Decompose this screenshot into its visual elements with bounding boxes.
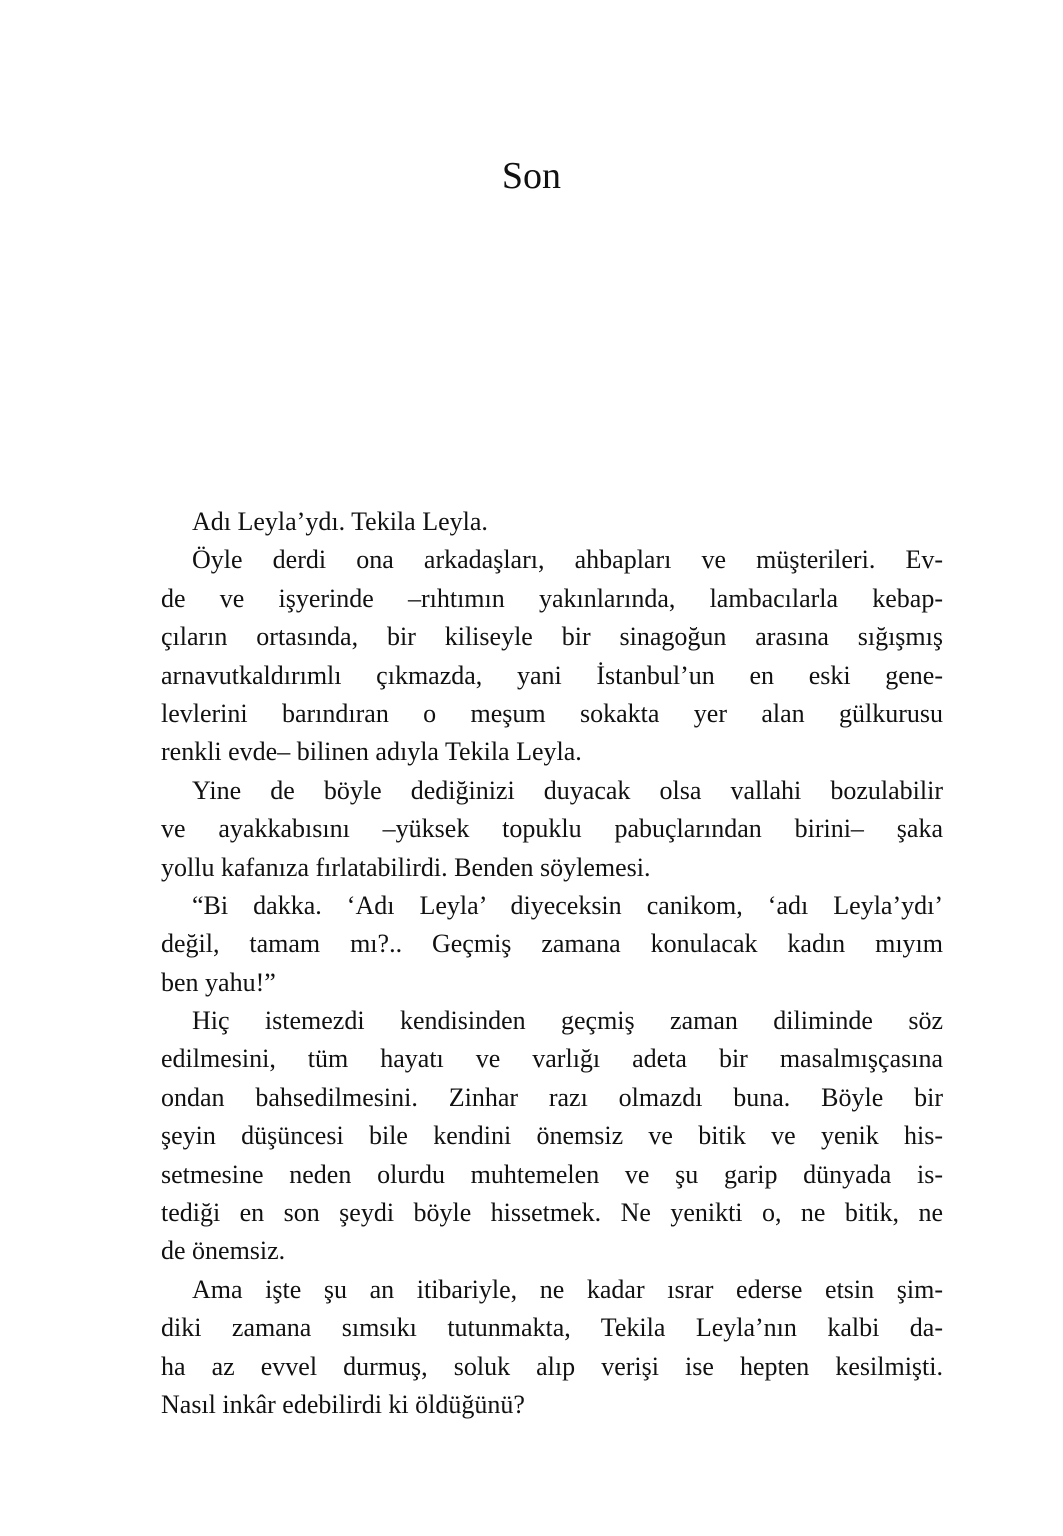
text-line: diki zamana sımsıkı tutunmakta, Tekila Leyla’nın kalbi da- bbox=[161, 1313, 943, 1343]
text-line: Nasıl inkâr edebilirdi ki öldüğünü? bbox=[161, 1389, 525, 1419]
text-line: tediği en son şeydi böyle hissetmek. Ne yenikti o, ne bitik, ne bbox=[161, 1198, 943, 1228]
chapter-title: Son bbox=[501, 155, 562, 197]
text-line: “Bi dakka. ‘Adı Leyla’ diyeceksin canikom, ‘adı Leyla’ydı’ bbox=[192, 890, 943, 920]
text-line: arnavutkaldırımlı çıkmazda, yani İstanbul’un en eski gene- bbox=[161, 660, 943, 690]
chapter-body bbox=[161, 503, 943, 1424]
text-line: değil, tamam mı?.. Geçmiş zamana konulacak kadın mıyım bbox=[161, 929, 943, 959]
text-line: Hiç istemezdi kendisinden geçmiş zaman diliminde söz bbox=[192, 1006, 943, 1036]
text-line: Öyle derdi ona arkadaşları, ahbapları ve müşterileri. Ev- bbox=[192, 545, 943, 575]
text-line: ben yahu!” bbox=[161, 967, 276, 997]
text-line: ve ayakkabısını –yüksek topuklu pabuçlarından birini– şaka bbox=[161, 814, 943, 844]
text-line: Ama işte şu an itibariyle, ne kadar ısrar ederse etsin şim- bbox=[192, 1274, 943, 1304]
text-line: edilmesini, tüm hayatı ve varlığı adeta bir masalmışçasına bbox=[161, 1044, 943, 1074]
text-line: Adı Leyla’ydı. Tekila Leyla. bbox=[192, 507, 488, 536]
text-line: şeyin düşüncesi bile kendini önemsiz ve bitik ve yenik his- bbox=[161, 1121, 943, 1151]
text-line: yollu kafanıza fırlatabilirdi. Benden söylemesi. bbox=[161, 852, 651, 882]
text-line: renkli evde– bilinen adıyla Tekila Leyla. bbox=[161, 737, 582, 767]
text-line: Yine de böyle dediğinizi duyacak olsa vallahi bozulabilir bbox=[192, 775, 943, 805]
text-line: de ve işyerinde –rıhtımın yakınlarında, lambacılarla kebap- bbox=[161, 583, 943, 613]
text-line: setmesine neden olurdu muhtemelen ve şu garip dünyada is- bbox=[161, 1159, 943, 1189]
text-line: levlerini barındıran o meşum sokakta yer alan gülkurusu bbox=[161, 698, 943, 728]
text-line: ondan bahsedilmesini. Zinhar razı olmazdı buna. Böyle bir bbox=[161, 1082, 943, 1112]
text-line: de önemsiz. bbox=[161, 1236, 286, 1266]
text-line: çıların ortasında, bir kiliseyle bir sinagoğun arasına sığışmış bbox=[161, 622, 943, 652]
text-line: ha az evvel durmuş, soluk alıp verişi ise hepten kesilmişti. bbox=[161, 1351, 943, 1381]
